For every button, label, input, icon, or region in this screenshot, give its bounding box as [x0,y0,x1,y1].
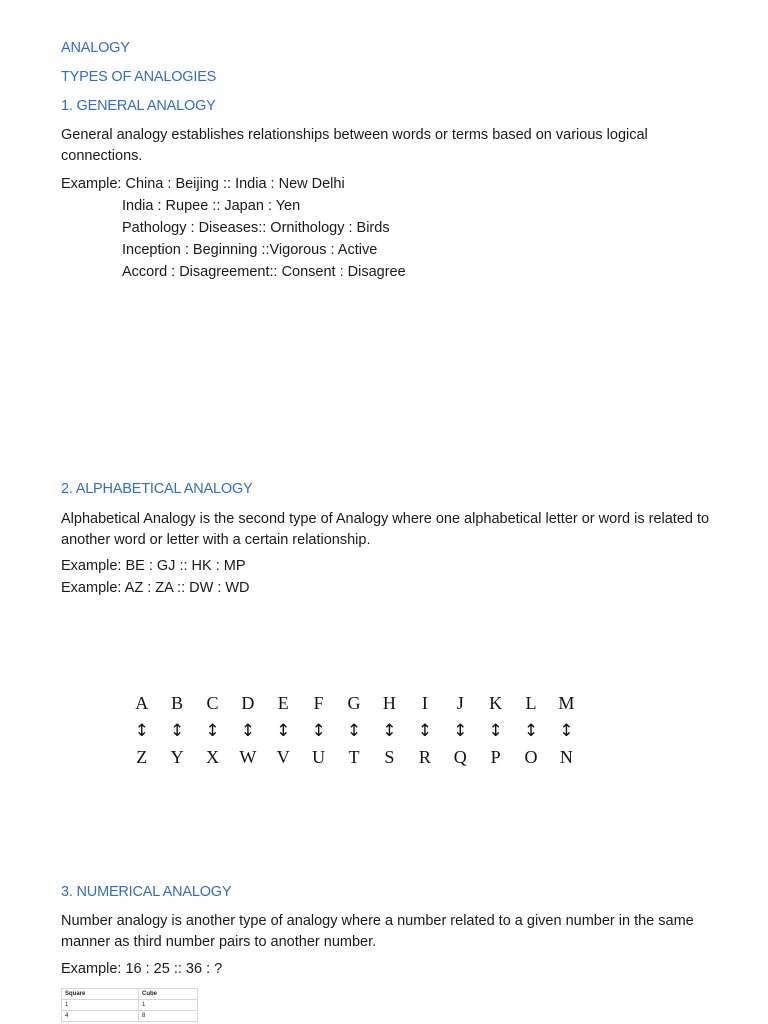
table-cell: 8 [139,1011,198,1022]
letter: Y [170,747,184,767]
up-down-arrow-icon: ↕ [417,720,432,741]
up-down-arrow-icon: ↕ [240,720,255,741]
section1-example-line: Inception : Beginning ::Vigorous : Active [122,242,378,258]
letter: V [276,747,290,767]
letter: O [524,747,538,767]
up-down-arrow-icon: ↕ [346,720,362,741]
table-cell: 4 [62,1011,139,1022]
up-down-arrow-icon: ↕ [382,720,397,741]
section2-example: Example: BE : GJ :: HK : MP [61,558,246,574]
letter: N [559,747,573,767]
section1-example: Example: China : Beijing :: India : New Delhi [61,176,345,192]
up-down-arrow-icon: ↕ [453,720,468,741]
letter: C [206,693,219,713]
section3-example: Example: 16 : 25 :: 36 : ? [61,961,223,977]
letter: I [421,693,428,713]
letter: W [239,747,257,767]
up-down-arrow-icon: ↕ [488,720,503,741]
letter: A [135,693,149,713]
section1-example-line: Accord : Disagreement:: Consent : Disagree [122,264,406,280]
up-down-arrow-icon: ↕ [311,720,326,741]
alphabet-arrow-row [124,717,584,744]
section2-title: 2. ALPHABETICAL ANALOGY [61,481,253,497]
letter: S [384,747,395,767]
letter: K [489,693,503,713]
letter: L [525,693,537,713]
up-down-arrow-icon: ↕ [205,720,220,741]
table-header: Square [62,989,139,1000]
section1-example-line: Pathology : Diseases:: Ornithology : Birds [122,220,390,236]
table-header: Cube [139,989,198,1000]
up-down-arrow-icon: ↕ [559,720,574,741]
table-row [62,1000,198,1011]
table-header-row [62,989,198,1000]
letter: T [348,747,360,767]
letter: B [171,693,184,713]
up-down-arrow-icon: ↕ [169,720,185,741]
alphabet-bottom-row [124,744,584,771]
section2-example: Example: AZ : ZA :: DW : WD [61,580,250,596]
letter: H [382,693,396,713]
up-down-arrow-icon: ↕ [134,720,149,741]
letter: J [456,693,464,713]
section3-description: Number analogy is another type of analogy where a number related to a given number in the same manner as third number pairs to another number. [61,913,694,950]
up-down-arrow-icon: ↕ [523,720,539,741]
table-row [62,1011,198,1022]
letter: R [418,747,431,767]
section2-description: Alphabetical Analogy is the second type of Analogy where one alphabetical letter or word is related to another word or letter with a certain relationship. [61,511,710,548]
section3-title: 3. NUMERICAL ANALOGY [61,884,232,900]
letter: M [558,693,575,713]
letter: E [277,693,289,713]
letter: Z [136,747,148,767]
square-cube-table [61,988,198,1022]
letter: Q [453,747,467,767]
letter: G [347,693,361,713]
section1-description: General analogy establishes relationships between words or terms based on various logical connections. [61,127,648,164]
section1-example-line: India : Rupee :: Japan : Yen [122,198,301,214]
letter: D [241,693,255,713]
types-heading: TYPES OF ANALOGIES [61,69,217,85]
table-cell: 1 [139,1000,198,1011]
alphabet-top-row [124,690,584,717]
letter: U [312,747,326,767]
up-down-arrow-icon: ↕ [276,720,291,741]
letter: F [313,693,324,713]
alphabet-pairs [124,690,584,771]
main-heading: ANALOGY [61,40,130,56]
letter: P [490,747,501,767]
table-cell: 1 [62,1000,139,1011]
section1-title: 1. GENERAL ANALOGY [61,98,216,114]
letter: X [205,747,219,767]
